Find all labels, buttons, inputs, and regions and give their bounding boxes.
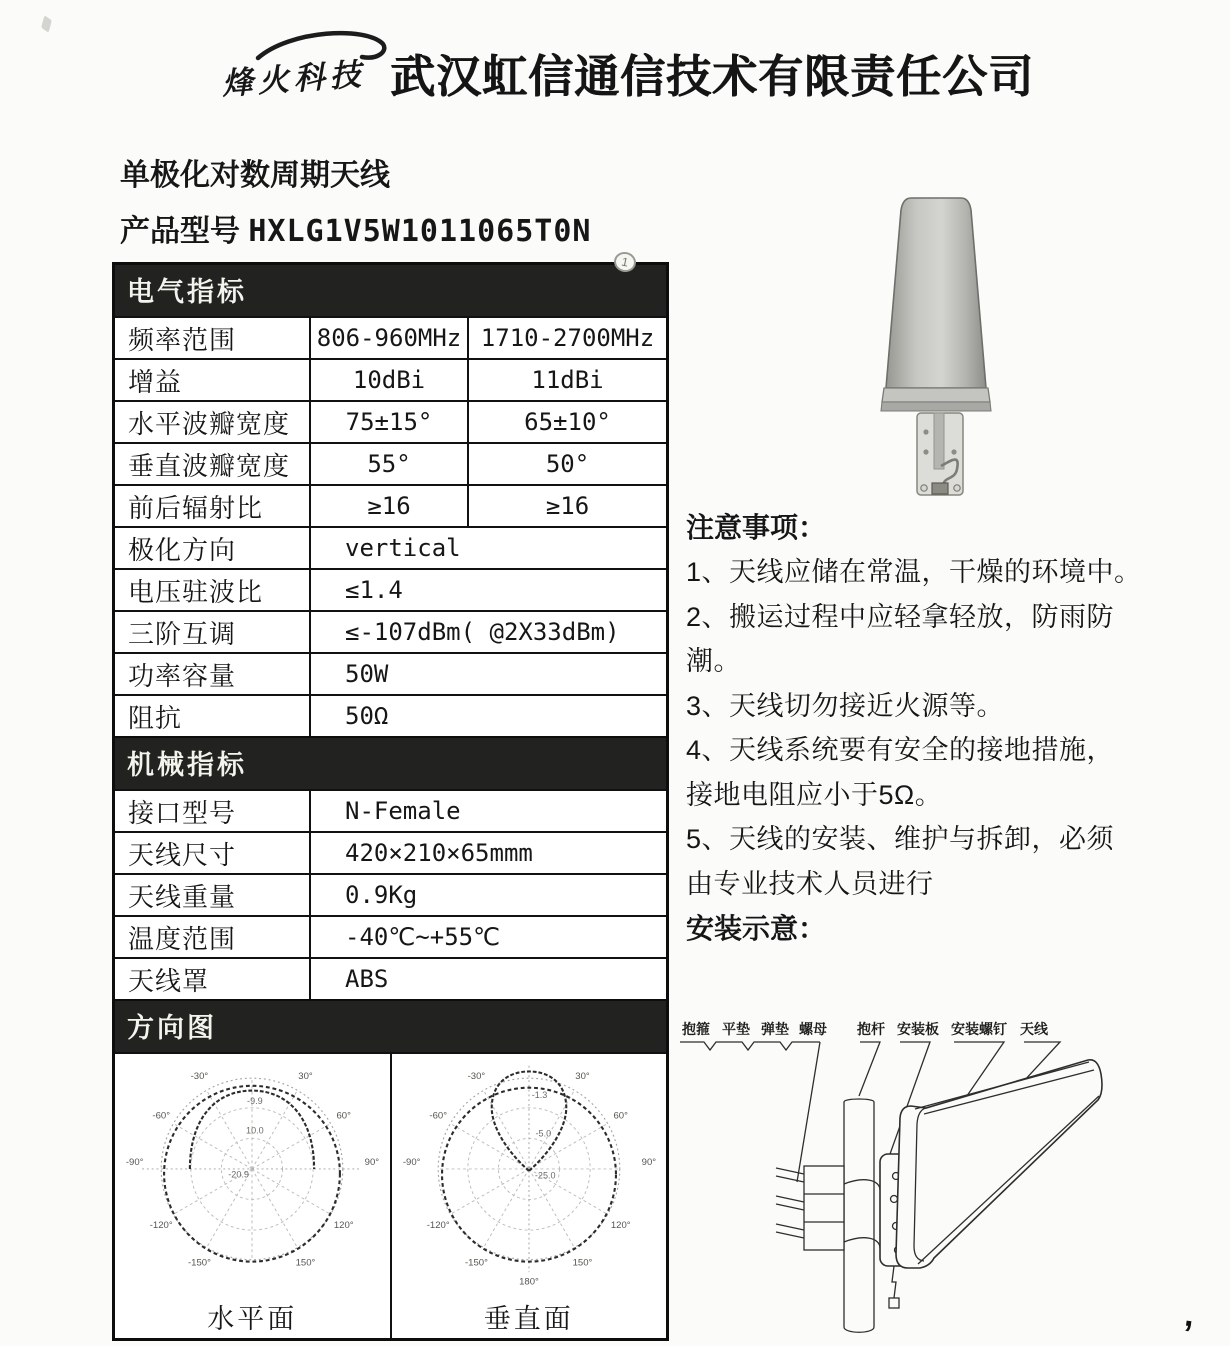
angle-label: 60° — [336, 1110, 352, 1122]
part-label-clamp: 抱箍 — [682, 1021, 710, 1037]
section-header-patterns: 方向图 — [115, 999, 666, 1052]
angle-label: 90° — [364, 1157, 380, 1169]
spec-label: 前后辐射比 — [115, 484, 311, 526]
ring-label: -5.0 — [535, 1128, 551, 1139]
spec-value: 65±10° — [469, 400, 666, 442]
spec-label: 水平波瓣宽度 — [115, 400, 311, 442]
spec-label: 功率容量 — [115, 652, 311, 694]
note-line: 2、搬运过程中应轻拿轻放，防雨防 — [686, 601, 1115, 632]
note-line: 接地电阻应小于5Ω。 — [686, 779, 943, 810]
spec-label: 天线尺寸 — [115, 831, 311, 873]
spec-value: N-Female — [311, 789, 666, 831]
ring-label: -9.9 — [247, 1095, 263, 1106]
section-header-electrical: 电气指标 — [115, 265, 666, 316]
installation-diagram — [668, 1014, 1133, 1346]
product-title: 单极化对数周期天线 — [120, 159, 390, 192]
model-number: HXLG1V5W1011065T0N — [248, 214, 592, 249]
angle-label: -60° — [429, 1110, 447, 1122]
angle-label: 90° — [641, 1157, 656, 1169]
logo-text: 烽火科技 — [220, 56, 367, 102]
ring-label: -1.3 — [531, 1090, 548, 1101]
angle-label: -60° — [152, 1110, 171, 1122]
part-label-mount-plate: 安装板 — [897, 1021, 939, 1037]
part-label-flat-washer: 平垫 — [722, 1021, 750, 1037]
part-label-nut: 螺母 — [799, 1021, 827, 1037]
angle-label: 120° — [334, 1220, 354, 1232]
notes-title: 注意事项： — [686, 512, 827, 543]
angle-label: 30° — [298, 1071, 313, 1083]
angle-label: -150° — [464, 1257, 488, 1269]
angle-label: 120° — [610, 1220, 631, 1232]
spec-value: 10dBi — [311, 358, 469, 400]
spec-value: 420×210×65mmm — [311, 831, 666, 873]
spec-label: 天线重量 — [115, 873, 311, 915]
spec-label: 阻抗 — [115, 694, 311, 736]
logo-swoosh-icon — [220, 24, 395, 119]
radiation-pattern-row — [115, 1052, 666, 1338]
spec-value: 11dBi — [469, 358, 666, 400]
page-stamp: 1 — [612, 250, 638, 274]
pattern-trace-outer — [164, 1086, 340, 1262]
note-line: 4、天线系统要有安全的接地措施， — [686, 735, 1115, 765]
note-line: 潮。 — [686, 646, 741, 676]
part-label-spring-washer: 弹垫 — [761, 1021, 789, 1037]
spec-label: 频率范围 — [115, 316, 311, 358]
polar-plot-horizontal — [115, 1054, 392, 1338]
spec-value: ≤1.4 — [311, 568, 666, 610]
spec-value: ≥16 — [469, 484, 666, 526]
section-header-mechanical: 机械指标 — [115, 736, 666, 789]
angle-label: -120° — [150, 1220, 173, 1232]
ring-label: -20.9 — [228, 1169, 250, 1180]
spec-value: 1710-2700MHz — [469, 316, 666, 358]
spec-label: 垂直波瓣宽度 — [115, 442, 311, 484]
note-line: 5、天线的安装、维护与拆卸，必须 — [686, 824, 1115, 854]
angle-label: 30° — [575, 1071, 590, 1083]
spec-label: 温度范围 — [115, 915, 311, 957]
spec-value: 75±15° — [311, 400, 469, 442]
spec-value: vertical — [311, 526, 666, 568]
angle-label: -150° — [188, 1257, 212, 1269]
angle-label: -90° — [126, 1157, 144, 1169]
spec-label: 三阶互调 — [115, 610, 311, 652]
spec-value: 0.9Kg — [311, 873, 666, 915]
spec-value: 50W — [311, 652, 666, 694]
spec-value: -40℃~+55℃ — [311, 915, 666, 957]
spec-label: 极化方向 — [115, 526, 311, 568]
polar-plot-vertical — [392, 1054, 667, 1338]
angle-label: -30° — [190, 1071, 209, 1083]
angle-label: -30° — [467, 1071, 486, 1083]
spec-value: ≤-107dBm( @2X33dBm) — [311, 610, 666, 652]
polar-chart-horizontal — [123, 1058, 381, 1299]
angle-label: 180° — [518, 1276, 539, 1288]
plot-caption-vertical: 垂直面 — [483, 1304, 574, 1334]
company-logo — [220, 24, 395, 119]
spec-label: 接口型号 — [115, 789, 311, 831]
spec-table — [112, 262, 669, 1341]
note-line: 1、天线应储在常温，干燥的环境中。 — [686, 557, 1142, 587]
notes-section — [686, 505, 1230, 952]
part-label-pole: 抱杆 — [857, 1021, 885, 1037]
scan-speck — [41, 15, 52, 32]
install-title: 安装示意： — [686, 913, 827, 944]
plot-caption-horizontal: 水平面 — [207, 1304, 298, 1334]
angle-label: -90° — [402, 1157, 421, 1169]
polar-chart-vertical — [400, 1058, 658, 1299]
spec-label: 增益 — [115, 358, 311, 400]
spec-value: ABS — [311, 957, 666, 999]
spec-label: 电压驻波比 — [115, 568, 311, 610]
product-model-line — [120, 206, 591, 250]
installation-drawing — [668, 1014, 1133, 1346]
note-line: 3、天线切勿接近火源等。 — [686, 690, 1005, 721]
antenna-image — [857, 192, 1015, 504]
spec-value: 806-960MHz — [311, 316, 469, 358]
part-label-antenna: 天线 — [1020, 1021, 1048, 1037]
part-label-mount-screw: 安装螺钉 — [951, 1021, 1007, 1037]
spec-value: 50° — [469, 442, 666, 484]
company-name: 武汉虹信通信技术有限责任公司 — [390, 51, 1035, 102]
spec-value: 50Ω — [311, 694, 666, 736]
note-line: 由专业技术人员进行 — [686, 868, 934, 899]
model-label: 产品型号 — [120, 215, 240, 248]
antenna-photo — [857, 192, 1015, 504]
angle-label: 150° — [295, 1257, 316, 1269]
spec-value: ≥16 — [311, 484, 469, 526]
angle-label: -120° — [426, 1220, 450, 1232]
angle-label: 150° — [572, 1257, 593, 1269]
spec-label: 天线罩 — [115, 957, 311, 999]
angle-label: 60° — [613, 1110, 628, 1122]
ring-label: 10.0 — [246, 1125, 264, 1136]
scan-corner-mark: , — [1182, 1295, 1198, 1335]
spec-value: 55° — [311, 442, 469, 484]
ring-label: -25.0 — [534, 1170, 556, 1181]
